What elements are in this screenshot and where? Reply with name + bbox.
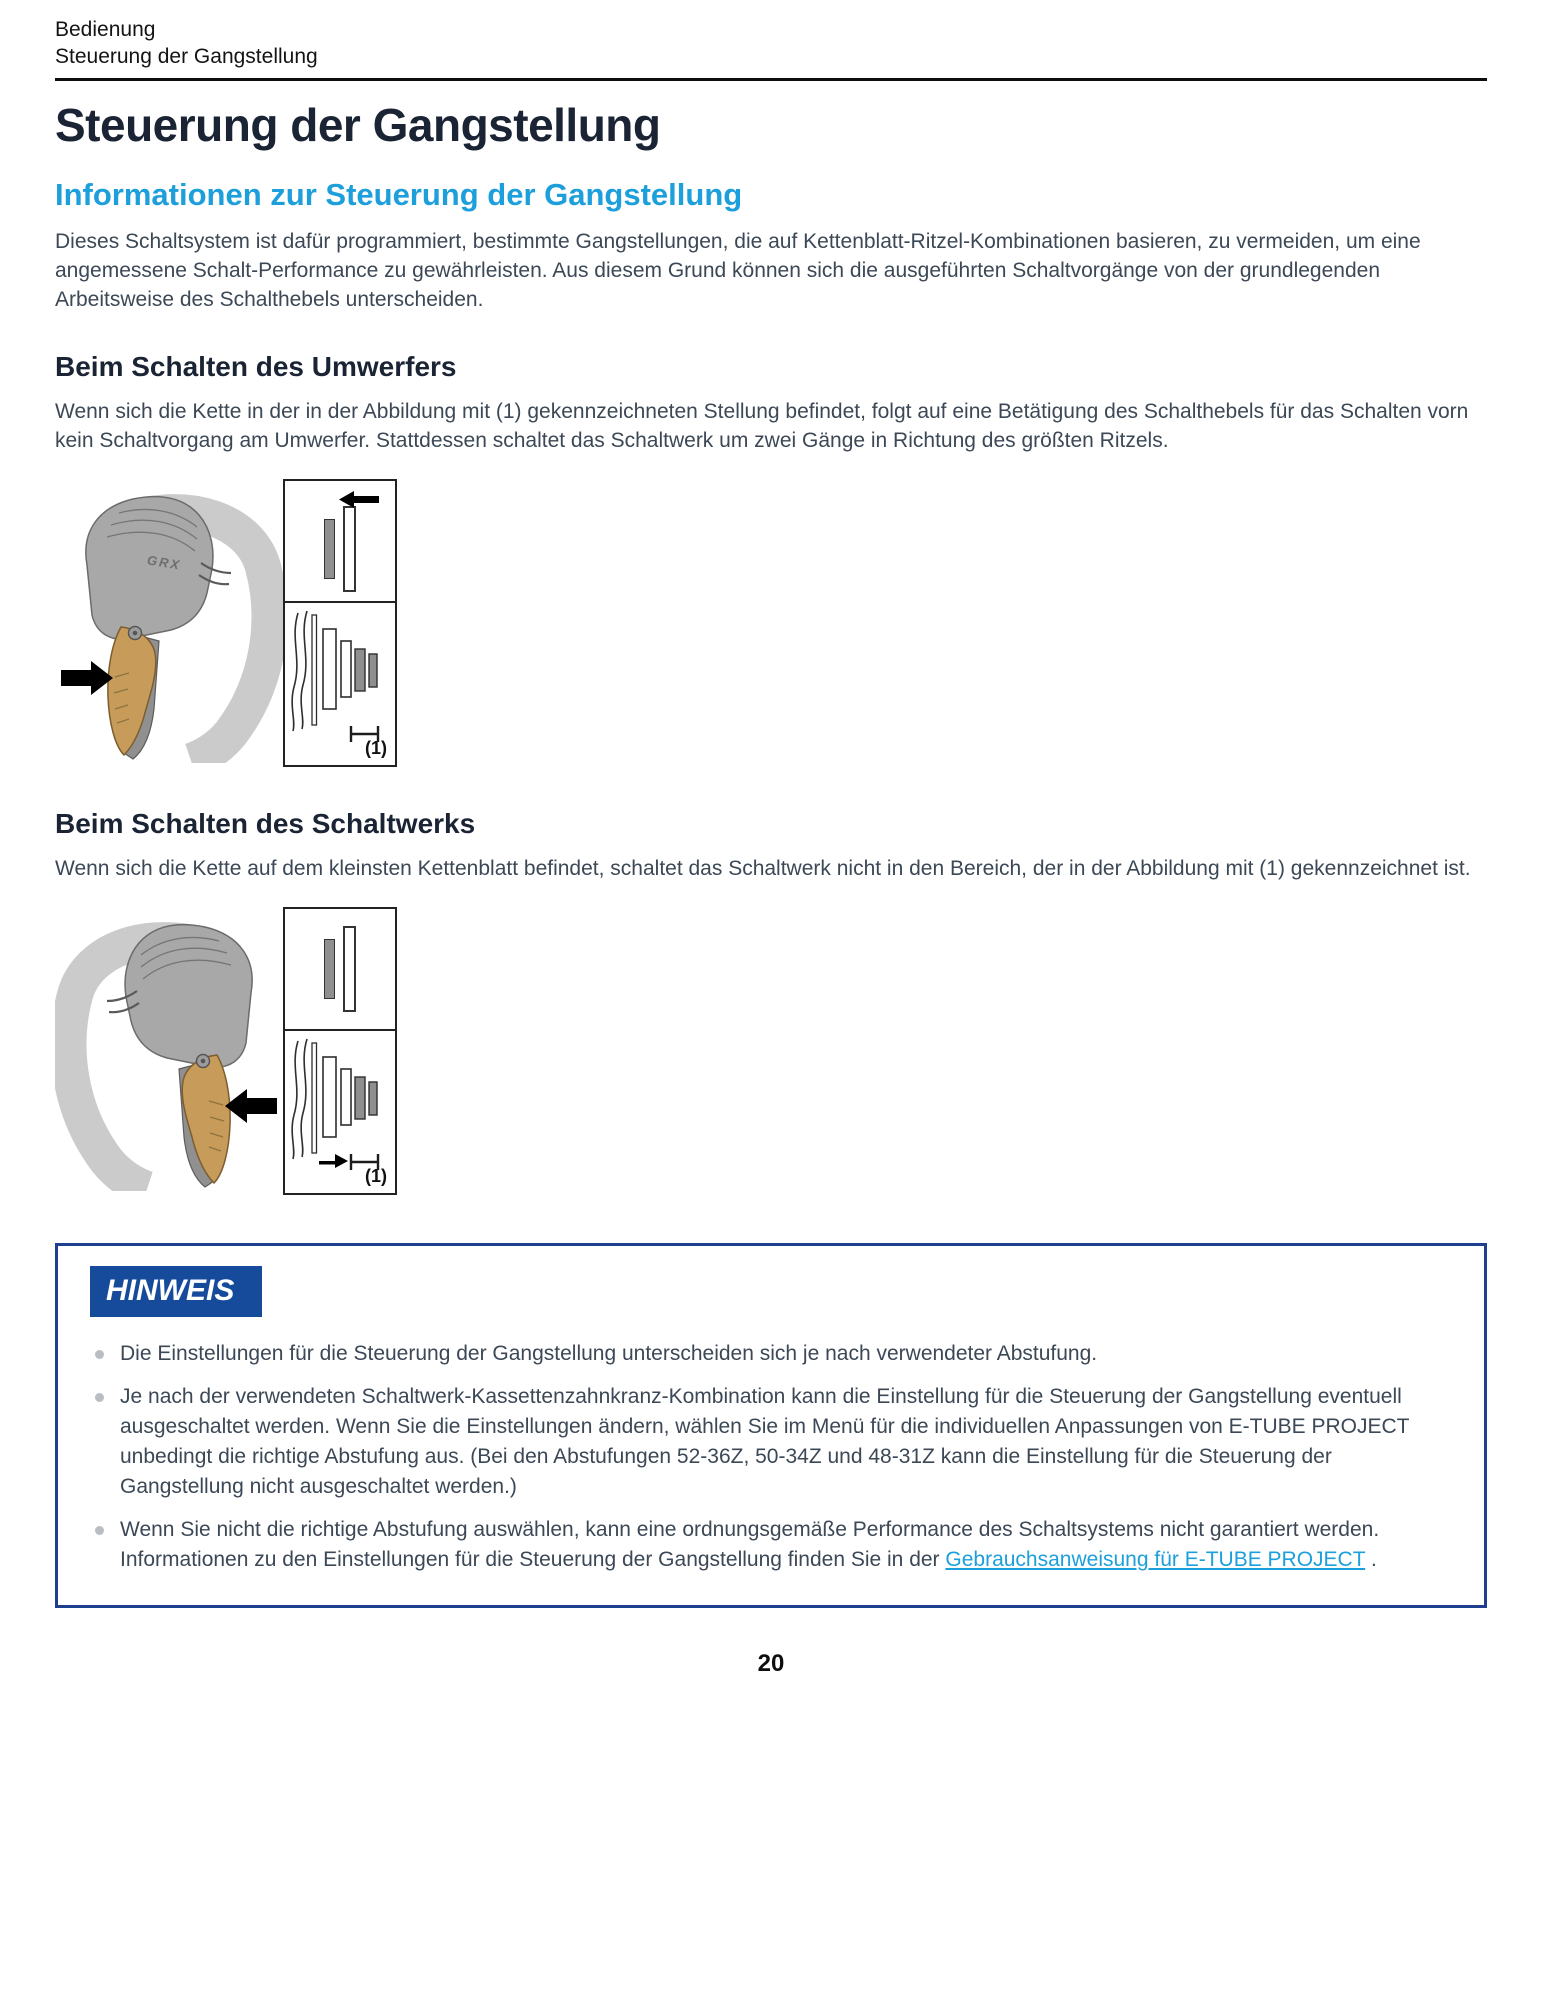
etube-manual-link[interactable]: Gebrauchsanweisung für E-TUBE PROJECT: [945, 1548, 1366, 1571]
notice-item-text: Wenn Sie nicht die richtige Abstufung auswählen, kann eine ordnungsgemäße Performance des Schaltsystems nicht garantiert werden. Informationen zu den Einstellungen für die Steuerung der Gangstellung finden Sie in der: [120, 1518, 1380, 1571]
shift-lever-illustration: [55, 471, 283, 763]
breadcrumb: [55, 16, 1487, 70]
breadcrumb-section: Steuerung der Gangstellung: [55, 45, 318, 68]
lever-arrow-icon: [69, 925, 277, 1189]
rear-shifting-heading: Beim Schalten des Schaltwerks: [55, 808, 476, 839]
large-chainring-bar: [343, 506, 356, 592]
lever-arrow-icon: [61, 497, 269, 761]
small-chainring-bar: [324, 939, 335, 999]
notice-item: [90, 1515, 1454, 1575]
figure-front-shifting: [55, 471, 475, 771]
info-paragraph: Dieses Schaltsystem ist dafür programmiert, bestimmte Gangstellungen, die auf Kettenblatt-Ritzel-Kombinationen basieren, zu vermeiden, um eine angemessene Schalt-Performance zu gewährleisten. Aus diesem Grund können sich die ausgeführten Schaltvorgänge von der grundlegenden Arbeitsweise des Schalthebels unterscheiden.: [55, 230, 1421, 311]
notice-item-text: .: [1365, 1548, 1377, 1571]
page-number: 20: [757, 1650, 785, 1677]
small-chainring-bar: [324, 519, 335, 579]
breadcrumb-chapter: Bedienung: [55, 18, 156, 41]
notice-item: Je nach der verwendeten Schaltwerk-Kassettenzahnkranz-Kombination kann die Einstellung für die Steuerung der Gangstellung eventuell ausgeschaltet werden. Wenn Sie die Einstellungen ändern, wählen Sie im Menü für die individuellen Anpassungen von E-TUBE PROJECT unbedingt die richtige Abstufung aus. (Bei den Abstufungen 52-36Z, 50-34Z und 48-31Z kann die Einstellung für die Steuerung der Gangstellung nicht ausgeschaltet werden.): [90, 1382, 1454, 1502]
front-shifting-heading: Beim Schalten des Umwerfers: [55, 351, 457, 382]
notice-item: Die Einstellungen für die Steuerung der Gangstellung unterscheiden sich je nach verwendeter Abstufung.: [90, 1339, 1454, 1369]
front-shifting-paragraph: Wenn sich die Kette in der in der Abbildung mit (1) gekennzeichneten Stellung befindet, folgt auf eine Betätigung des Schalthebels für das Schalten vorn kein Schaltvorgang am Umwerfer. Stattdessen schaltet das Schaltwerk um zwei Gänge in Richtung des größten Ritzels.: [55, 400, 1469, 452]
chainring-cell: [285, 909, 395, 1031]
right-arrow-icon: [319, 1154, 348, 1168]
figure-reference-label: (1): [365, 738, 387, 758]
lever-brand-label: GRX: [146, 552, 183, 573]
shift-lever-illustration-mirrored: [55, 899, 283, 1191]
notice-box: [55, 1243, 1487, 1608]
chainring-cell: [285, 481, 395, 603]
figure-reference-label: (1): [365, 1166, 387, 1186]
figure-rear-shifting: [55, 899, 475, 1199]
cassette-cell: [285, 603, 395, 761]
info-heading: Informationen zur Steuerung der Gangstellung: [55, 177, 743, 212]
cassette-diagram: [285, 1031, 389, 1181]
left-arrow-icon: [339, 491, 379, 508]
rear-shifting-paragraph: Wenn sich die Kette auf dem kleinsten Kettenblatt befindet, schaltet das Schaltwerk nicht in den Bereich, der in der Abbildung mit (1) gekennzeichnet ist.: [55, 857, 1471, 880]
page-title: Steuerung der Gangstellung: [55, 99, 661, 151]
notice-list: [90, 1339, 1454, 1575]
notice-badge: HINWEIS: [90, 1266, 262, 1317]
large-chainring-bar: [343, 926, 356, 1012]
gear-diagram-box: [283, 907, 397, 1195]
cassette-diagram: [285, 603, 389, 753]
header-divider: [55, 78, 1487, 81]
cassette-cell: [285, 1031, 395, 1189]
gear-diagram-box: [283, 479, 397, 767]
